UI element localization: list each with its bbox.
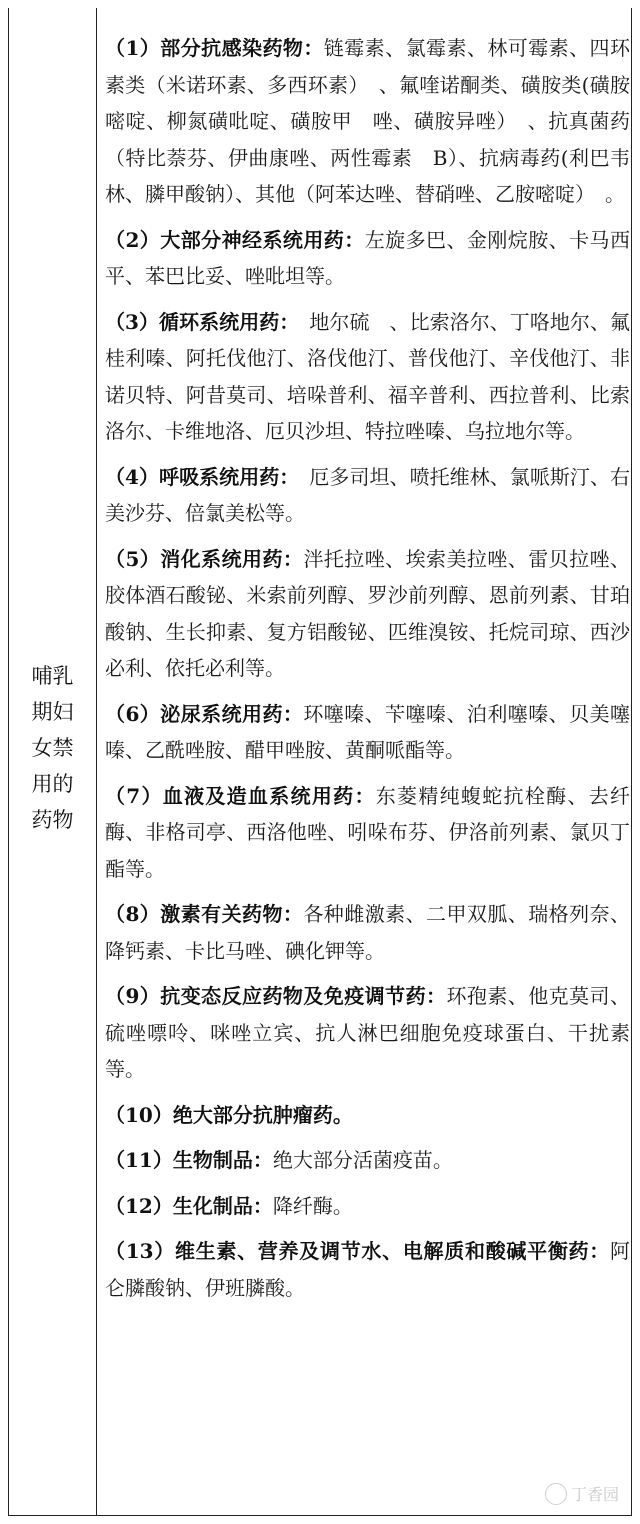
item-text: 泮托拉唑、埃索美拉唑、雷贝拉唑、胶体酒石酸铋、米索前列醇、罗沙前列醇、恩前列素、甘珀酸钠、生长抑素、复方铝酸铋、匹维溴铵、托烷司琼、西沙必利、依托必利等。 xyxy=(105,546,631,680)
watermark-logo-icon xyxy=(545,1483,567,1505)
list-item xyxy=(105,1142,630,1179)
item-heading: （1）部分抗感染药物： xyxy=(105,36,324,60)
item-heading: （6）泌尿系统用药： xyxy=(105,701,304,726)
list-item xyxy=(105,696,630,769)
list-item xyxy=(105,304,630,450)
item-heading: （13）维生素、营养及调节水、电解质和酸碱平衡药： xyxy=(105,1239,610,1263)
list-item xyxy=(105,1097,630,1134)
list-item xyxy=(105,541,630,687)
list-item xyxy=(105,459,630,532)
item-text: 左旋多巴、金刚烷胺、卡马西平、苯巴比妥、唑吡坦等。 xyxy=(105,227,631,288)
item-heading: （3）循环系统用药： xyxy=(105,309,290,334)
item-text: 阿仑膦酸钠、伊班膦酸。 xyxy=(105,1239,630,1300)
item-text: 环噻嗪、苄噻嗪、泊利噻嗪、贝美噻嗪、乙酰唑胺、醋甲唑胺、黄酮哌酯等。 xyxy=(105,701,631,762)
list-item xyxy=(105,1233,630,1306)
item-text: 各种雌激素、二甲双胍、瑞格列奈、降钙素、卡比马唑、碘化钾等。 xyxy=(105,902,631,963)
watermark xyxy=(545,1482,619,1505)
list-item xyxy=(105,1188,630,1225)
item-text: 降纤酶。 xyxy=(272,1193,353,1218)
item-heading: （4）呼吸系统用药： xyxy=(105,464,290,489)
category-label-cell xyxy=(9,8,97,1515)
item-text: 环孢素、他克莫司、硫唑嘌呤、咪唑立宾、抗人淋巴细胞免疫球蛋白、干扰素等。 xyxy=(105,984,630,1081)
item-text: 链霉素、氯霉素、林可霉素、四环素类（米诺环素、多西环素） 、氟喹诺酮类、磺胺类(磺胺嘧啶、柳氮磺吡啶、磺胺甲 唑、磺胺异唑） 、抗真菌药（特比萘芬、伊曲康唑、两性霉素 B）、抗病毒药(利巴韦林、膦甲酸钠）、其他（阿苯达唑、替硝唑、乙胺嘧啶） 。 xyxy=(105,36,631,206)
item-heading: （12）生化制品： xyxy=(105,1193,273,1218)
watermark-text: 丁香园 xyxy=(570,1485,619,1504)
item-text: 厄多司坦、喷托维林、氯哌斯汀、右美沙芬、倍氯美松等。 xyxy=(105,464,631,525)
item-heading: （2）大部分神经系统用药： xyxy=(105,227,365,252)
list-item xyxy=(105,896,630,969)
item-heading: （8）激素有关药物： xyxy=(105,902,304,926)
list-item xyxy=(105,30,630,213)
list-item xyxy=(105,778,630,888)
item-text: 绝大部分活菌疫苗。 xyxy=(272,1148,453,1172)
item-text: 地尔硫 、比索洛尔、丁咯地尔、氟桂利嗪、阿托伐他汀、洛伐他汀、普伐他汀、辛伐他汀、非诺贝特、阿昔莫司、培哚普利、福辛普利、西拉普利、比索洛尔、卡维地洛、厄贝沙坦、特拉唑嗪、乌拉地尔等。 xyxy=(105,309,631,443)
list-item xyxy=(105,978,630,1088)
item-heading: （10）绝大部分抗肿瘤药。 xyxy=(105,1102,353,1127)
drug-list-cell xyxy=(105,30,630,1315)
list-item xyxy=(105,222,630,295)
item-heading: （5）消化系统用药： xyxy=(105,546,304,571)
drug-table xyxy=(8,8,632,1516)
category-label: 哺乳 期妇 女禁 用的 药物 xyxy=(31,664,74,832)
item-text: 东菱精纯蝮蛇抗栓酶、去纤酶、非格司亭、西洛他唑、吲哚布芬、伊洛前列素、氯贝丁酯等。 xyxy=(105,783,630,881)
item-heading: （9）抗变态反应药物及免疫调节药： xyxy=(105,984,447,1008)
item-heading: （11）生物制品： xyxy=(105,1148,273,1172)
item-heading: （7）血液及造血系统用药： xyxy=(105,783,376,808)
